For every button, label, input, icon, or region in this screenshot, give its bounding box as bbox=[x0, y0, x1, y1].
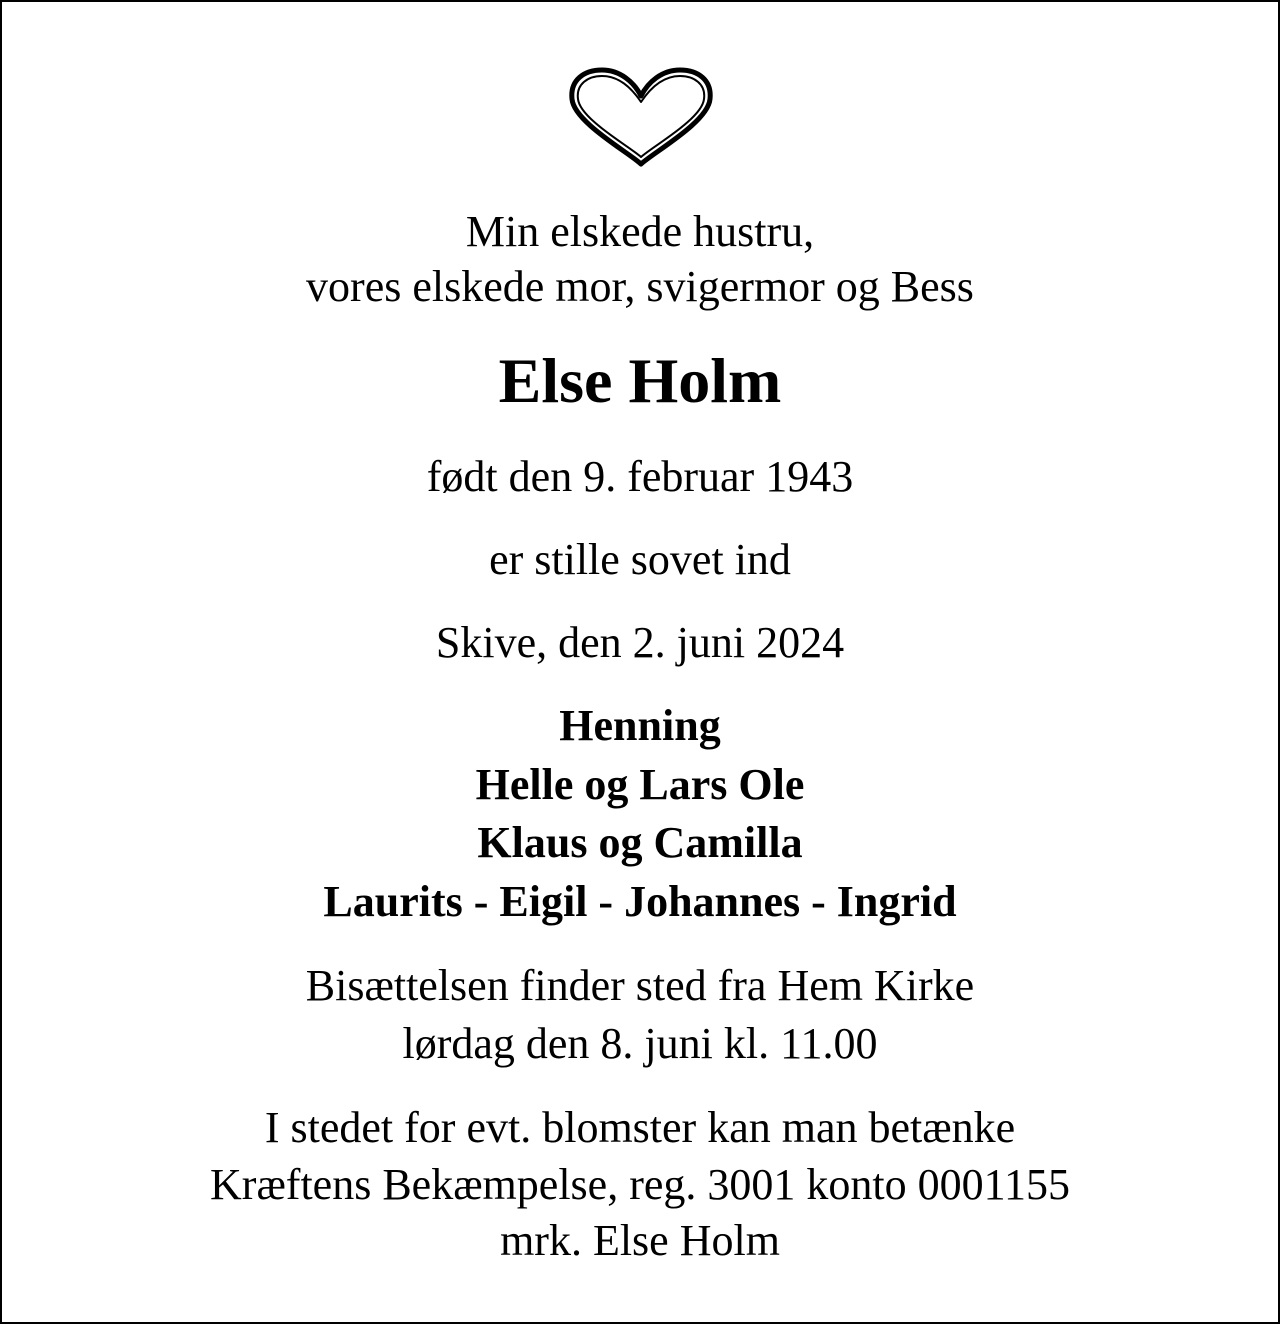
funeral-info-line-2: lørdag den 8. juni kl. 11.00 bbox=[402, 1019, 878, 1068]
place-and-date: Skive, den 2. juni 2024 bbox=[435, 618, 845, 667]
funeral-info-line-1: Bisættelsen finder sted fra Hem Kirke bbox=[305, 961, 975, 1010]
donation-line-3: mrk. Else Holm bbox=[500, 1216, 780, 1265]
heart-outline-icon bbox=[568, 66, 714, 168]
family-member: Henning bbox=[559, 701, 721, 750]
family-member: Helle og Lars Ole bbox=[475, 760, 805, 809]
birth-date: født den 9. februar 1943 bbox=[426, 452, 854, 501]
passing-text: er stille sovet ind bbox=[489, 535, 791, 584]
family-member: Laurits - Eigil - Johannes - Ingrid bbox=[323, 877, 957, 926]
intro-line-1: Min elskede hustru, bbox=[465, 207, 815, 256]
deceased-name: Else Holm bbox=[498, 345, 782, 416]
donation-line-1: I stedet for evt. blomster kan man betænke bbox=[264, 1103, 1016, 1152]
intro-line-2: vores elskede mor, svigermor og Bess bbox=[306, 262, 974, 311]
donation-line-2: Kræftens Bekæmpelse, reg. 3001 konto 0001155 bbox=[210, 1160, 1070, 1209]
family-member: Klaus og Camilla bbox=[477, 818, 803, 867]
